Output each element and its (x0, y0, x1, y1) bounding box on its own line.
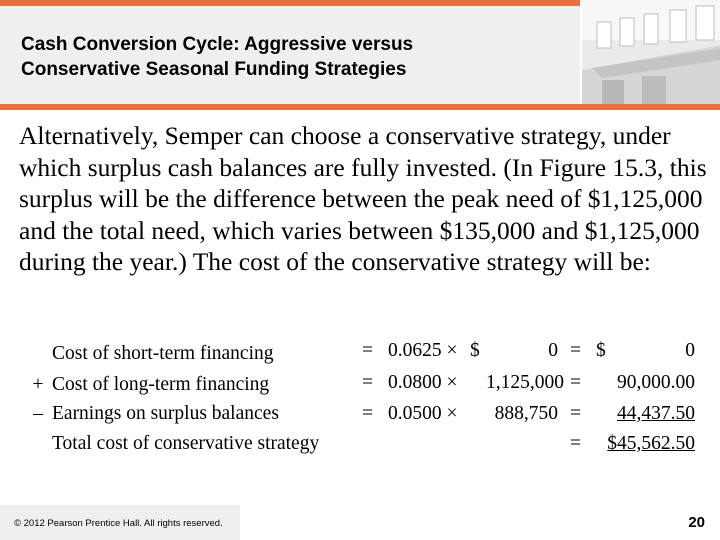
calc-result: 90,000.00 (617, 372, 695, 393)
calc-base-amount: 0 (548, 340, 558, 361)
conference-room-illustration (582, 0, 720, 104)
calc-result-equals: = (570, 340, 581, 361)
title-divider (0, 104, 720, 110)
calc-result-currency: $ (596, 340, 606, 361)
calc-label: Cost of long-term financing (52, 374, 270, 395)
calc-rate: 0.0625 × (388, 340, 458, 361)
calc-total-result: $45,562.50 (607, 433, 695, 454)
calc-currency: $ (470, 340, 480, 361)
conference-room-photo (580, 0, 720, 104)
body-paragraph: Alternatively, Semper can choose a conservative strategy, under which surplus cash balances are fully invested. (In Figure 15.3, this surplus will be the difference between the peak need of $1,125,000 and the total need, which varies between $135,000 and $1,125,000 during the year.) The cost of the conservative strategy will be: (19, 121, 707, 276)
calc-rate: 0.0500 × (388, 403, 458, 424)
slide-title-line-2: Conservative Seasonal Funding Strategies (21, 59, 407, 80)
calc-result-equals: = (570, 433, 581, 454)
calc-base-amount: 888,750 (494, 403, 558, 424)
calc-result-equals: = (570, 403, 581, 424)
calc-rate: 0.0800 × (388, 372, 458, 393)
calc-label: Total cost of conservative strategy (52, 433, 320, 454)
copyright-notice: © 2012 Pearson Prentice Hall. All rights reserved. (14, 518, 223, 529)
calc-result: 0 (685, 340, 695, 361)
cost-calculation-table (0, 340, 720, 470)
calc-base-amount: 1,125,000 (486, 372, 564, 393)
calc-result: 44,437.50 (617, 403, 695, 424)
slide-title (21, 32, 561, 82)
calc-operator: – (33, 403, 43, 424)
page-number: 20 (688, 514, 705, 531)
calc-result-equals: = (570, 372, 581, 393)
slide-title-line-1: Cash Conversion Cycle: Aggressive versus (21, 34, 414, 55)
calc-equals: = (362, 340, 373, 361)
calc-label: Earnings on surplus balances (52, 403, 279, 424)
calc-equals: = (362, 372, 373, 393)
calc-label: Cost of short-term financing (52, 343, 274, 364)
calc-operator: + (32, 374, 44, 395)
calc-equals: = (362, 403, 373, 424)
